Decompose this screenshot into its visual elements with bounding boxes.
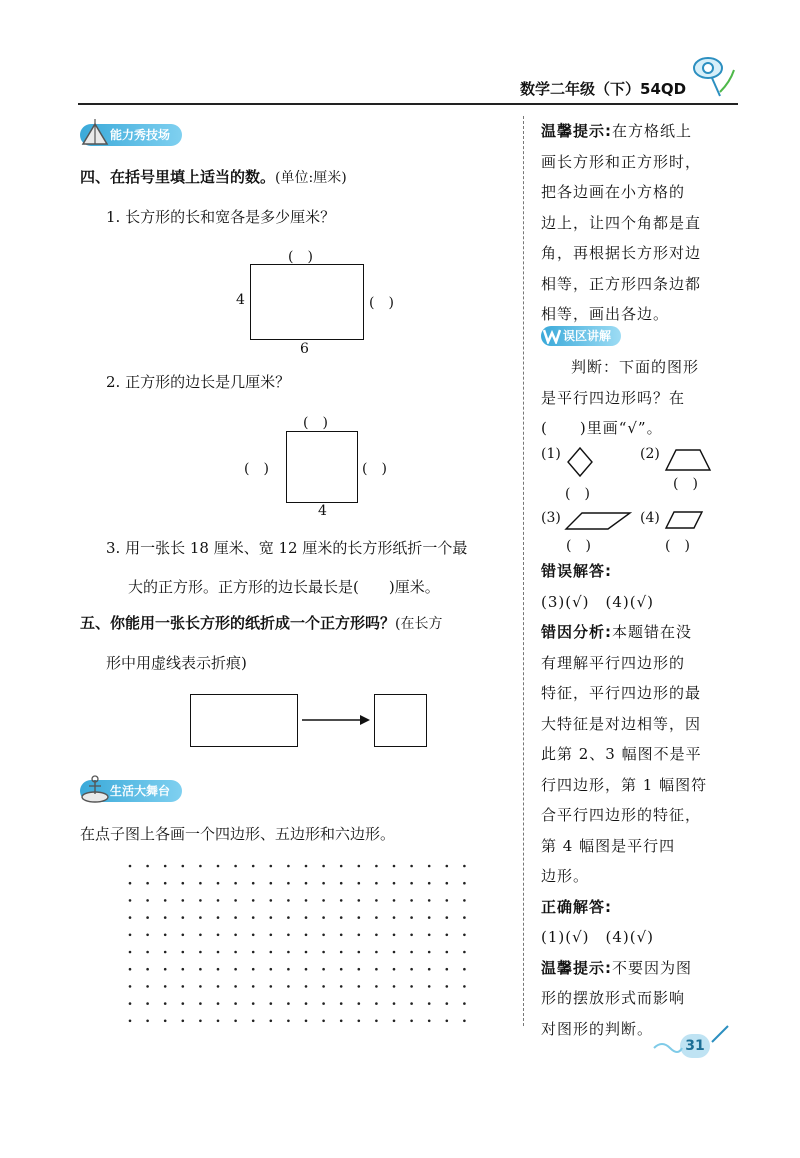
grid-dot — [199, 865, 202, 868]
grid-dot — [199, 1020, 202, 1023]
q4-title — [80, 166, 347, 189]
grid-dot — [322, 882, 325, 885]
grid-dot — [410, 1020, 413, 1023]
tip1-line: 在方格纸上 — [612, 122, 693, 140]
grid-dot — [164, 865, 167, 868]
tip2-label: 温馨提示: — [541, 958, 612, 977]
q4-unit: (单位:厘米) — [275, 170, 347, 186]
grid-dot — [410, 968, 413, 971]
tip1-line: 相等，画出各边。 — [541, 305, 670, 323]
grid-dot — [358, 899, 361, 902]
grid-dot — [234, 899, 237, 902]
wrong-answer: (3)(√) (4)(√) — [541, 592, 655, 611]
tip1-line: 画长方形和正方形时， — [541, 152, 702, 171]
reason-line: 边形。 — [541, 867, 590, 885]
arrow-right-icon — [300, 712, 372, 728]
grid-dot — [164, 985, 167, 988]
grid-dot — [182, 968, 185, 971]
banner-ability-label: 能力秀技场 — [110, 128, 171, 142]
header-title: 数学二年级（下）54QD — [520, 80, 687, 98]
fig1-blank: ( ) — [565, 486, 590, 502]
quadrilateral-shape — [564, 511, 632, 531]
grid-dot — [270, 968, 273, 971]
grid-dot — [358, 916, 361, 919]
fig3-label: (3) — [541, 510, 561, 526]
grid-dot — [164, 951, 167, 954]
tip1-label: 温馨提示: — [541, 122, 612, 140]
grid-dot — [146, 882, 149, 885]
grid-dot — [164, 899, 167, 902]
judge-line: 是平行四边形吗？在 — [541, 388, 686, 407]
column-divider — [523, 116, 524, 1026]
square-right-blank: ( ) — [362, 461, 387, 477]
grid-dot — [252, 1002, 255, 1005]
right-answer: (1)(√) (4)(√) — [541, 928, 655, 946]
grid-dot — [199, 916, 202, 919]
grid-dot — [393, 968, 396, 971]
grid-dot — [287, 865, 290, 868]
grid-dot — [358, 1020, 361, 1023]
q4-part2: 2. 正方形的边长是几厘米？ — [106, 373, 291, 391]
pencil-decoration-icon — [708, 1022, 732, 1046]
header-rule — [78, 103, 738, 105]
square-bottom-label: 4 — [318, 503, 327, 519]
grid-dot — [463, 1020, 466, 1023]
grid-dot — [287, 985, 290, 988]
grid-dot — [463, 865, 466, 868]
grid-dot — [287, 951, 290, 954]
grid-dot — [428, 934, 431, 937]
grid-dot — [358, 1002, 361, 1005]
grid-dot — [199, 899, 202, 902]
grid-dot — [234, 882, 237, 885]
reason-line: 本题错在没 — [612, 623, 693, 641]
grid-dot — [182, 1020, 185, 1023]
grid-dot — [410, 1002, 413, 1005]
grid-dot — [446, 968, 449, 971]
grid-dot — [129, 1020, 132, 1023]
grid-dot — [446, 951, 449, 954]
grid-dot — [428, 899, 431, 902]
grid-dot — [287, 934, 290, 937]
grid-dot — [182, 951, 185, 954]
grid-dot — [428, 1020, 431, 1023]
banner-ability — [80, 124, 182, 146]
grid-dot — [393, 916, 396, 919]
error-zone-label: 误区讲解 — [563, 329, 612, 343]
grid-dot — [322, 985, 325, 988]
grid-dot — [358, 882, 361, 885]
grid-dot — [287, 882, 290, 885]
grid-dot — [164, 916, 167, 919]
grid-dot — [164, 882, 167, 885]
grid-dot — [410, 865, 413, 868]
folded-square — [374, 694, 427, 747]
grid-dot — [305, 1002, 308, 1005]
grid-dot — [375, 1020, 378, 1023]
grid-dot — [463, 916, 466, 919]
rect-top-blank: ( ) — [288, 249, 313, 265]
grid-dot — [410, 985, 413, 988]
reason-line: 有理解平行四边形的 — [541, 653, 686, 672]
reason-line: 行四边形，第 1 幅图符 — [541, 775, 708, 794]
grid-dot — [164, 1002, 167, 1005]
grid-dot — [164, 968, 167, 971]
grid-dot — [182, 916, 185, 919]
grid-dot — [322, 934, 325, 937]
grid-dot — [340, 934, 343, 937]
grid-dot — [340, 916, 343, 919]
grid-dot — [358, 951, 361, 954]
grid-dot — [428, 951, 431, 954]
grid-dot — [305, 865, 308, 868]
banner-life-label: 生活大舞台 — [110, 784, 171, 798]
tent-icon — [80, 118, 110, 148]
grid-dot — [305, 985, 308, 988]
grid-dot — [463, 882, 466, 885]
grid-dot — [322, 1002, 325, 1005]
grid-dot — [182, 985, 185, 988]
grid-dot — [217, 934, 220, 937]
tip1-line: 边上，让四个角都是直 — [541, 213, 702, 232]
grid-dot — [340, 1002, 343, 1005]
wrong-answer-block — [541, 556, 731, 1044]
q5-title-text: 五、你能用一张长方形的纸折成一个正方形吗？ — [80, 614, 396, 632]
grid-dot — [463, 968, 466, 971]
grid-dot — [375, 985, 378, 988]
grid-dot — [146, 865, 149, 868]
grid-dot — [446, 882, 449, 885]
grid-dot — [146, 951, 149, 954]
fig3-blank: ( ) — [566, 538, 591, 554]
grid-dot — [129, 985, 132, 988]
grid-dot — [340, 899, 343, 902]
trapezoid-shape — [664, 448, 712, 472]
grid-dot — [287, 899, 290, 902]
fig1-label: (1) — [541, 446, 561, 462]
grid-dot — [252, 985, 255, 988]
fig4-label: (4) — [640, 510, 660, 526]
grid-dot — [340, 968, 343, 971]
grid-dot — [410, 934, 413, 937]
grid-dot — [446, 934, 449, 937]
grid-dot — [217, 951, 220, 954]
grid-dot — [375, 882, 378, 885]
grid-dot — [182, 1002, 185, 1005]
grid-dot — [358, 985, 361, 988]
grid-dot — [410, 899, 413, 902]
grid-dot — [393, 1002, 396, 1005]
grid-dot — [217, 985, 220, 988]
grid-dot — [375, 916, 378, 919]
rect-left-label: 4 — [236, 292, 245, 308]
sidebar-tip1 — [541, 116, 731, 330]
grid-dot — [322, 865, 325, 868]
paper-rectangle — [190, 694, 298, 747]
grid-dot — [340, 865, 343, 868]
grid-dot — [305, 916, 308, 919]
grid-dot — [129, 934, 132, 937]
grid-dot — [410, 951, 413, 954]
grid-dot — [234, 1020, 237, 1023]
rect-bottom-label: 6 — [300, 341, 309, 357]
grid-dot — [199, 882, 202, 885]
judge-line: 判断：下面的图形 — [571, 358, 700, 376]
grid-dot — [234, 985, 237, 988]
grid-dot — [428, 968, 431, 971]
grid-dot — [358, 865, 361, 868]
grid-dot — [463, 899, 466, 902]
grid-dot — [182, 865, 185, 868]
grid-dot — [199, 968, 202, 971]
grid-dot — [164, 1020, 167, 1023]
grid-dot — [305, 1020, 308, 1023]
grid-dot — [428, 916, 431, 919]
w-logo-icon — [543, 328, 561, 344]
right-label: 正确解答: — [541, 897, 612, 916]
grid-dot — [428, 985, 431, 988]
parallelogram-shape — [664, 510, 704, 530]
judge-line: ( )里画“√”。 — [541, 419, 663, 437]
wave-decoration-icon — [652, 1038, 684, 1054]
grid-dot — [146, 916, 149, 919]
reason-line: 第 4 幅图是平行四 — [541, 836, 676, 855]
grid-dot — [129, 882, 132, 885]
grid-dot — [393, 865, 396, 868]
tip2-line: 不要因为图 — [612, 958, 693, 977]
grid-dot — [182, 899, 185, 902]
reason-line: 大特征是对边相等，因 — [541, 714, 702, 733]
grid-dot — [463, 985, 466, 988]
grid-dot — [234, 934, 237, 937]
grid-dot — [340, 985, 343, 988]
grid-dot — [410, 882, 413, 885]
grid-dot — [270, 934, 273, 937]
tip1-line: 把各边画在小方格的 — [541, 183, 686, 201]
grid-dot — [393, 1020, 396, 1023]
grid-dot — [393, 882, 396, 885]
q5-line1 — [80, 612, 442, 635]
grid-dot — [199, 1002, 202, 1005]
tip1-line: 相等，正方形四条边都 — [541, 274, 702, 293]
grid-dot — [217, 882, 220, 885]
grid-dot — [375, 1002, 378, 1005]
grid-dot — [234, 1002, 237, 1005]
reason-line: 此第 2、3 幅图不是平 — [541, 745, 702, 763]
grid-dot — [358, 968, 361, 971]
square-figure — [286, 431, 358, 503]
grid-dot — [252, 899, 255, 902]
tip2-line: 形的摆放形式而影响 — [541, 989, 686, 1007]
grid-dot — [358, 934, 361, 937]
grid-dot — [287, 916, 290, 919]
grid-dot — [146, 899, 149, 902]
q4-part1: 1. 长方形的长和宽各是多少厘米？ — [106, 208, 336, 226]
grid-dot — [270, 899, 273, 902]
reason-line: 合平行四边形的特征， — [541, 806, 702, 824]
grid-dot — [287, 1002, 290, 1005]
grid-dot — [446, 985, 449, 988]
wrong-label: 错误解答: — [541, 562, 612, 580]
grid-dot — [305, 882, 308, 885]
grid-dot — [393, 985, 396, 988]
grid-dot — [305, 899, 308, 902]
error-zone-banner — [541, 326, 621, 346]
square-top-blank: ( ) — [303, 415, 328, 431]
square-left-blank: ( ) — [244, 461, 269, 477]
grid-dot — [182, 934, 185, 937]
grid-dot — [446, 1002, 449, 1005]
fig4-blank: ( ) — [665, 538, 690, 554]
grid-dot — [129, 951, 132, 954]
grid-dot — [217, 899, 220, 902]
grid-dot — [270, 985, 273, 988]
grid-dot — [129, 865, 132, 868]
q5-line2: 形中用虚线表示折痕) — [106, 654, 247, 672]
grid-dot — [410, 916, 413, 919]
grid-dot — [375, 951, 378, 954]
life-instruction: 在点子图上各画一个四边形、五边形和六边形。 — [80, 825, 396, 843]
reason-line: 特征，平行四边形的最 — [541, 684, 702, 702]
grid-dot — [340, 951, 343, 954]
grid-dot — [217, 1020, 220, 1023]
tip1-line: 角，再根据长方形对边 — [541, 244, 702, 262]
q4-part3-line1: 3. 用一张长 18 厘米、宽 12 厘米的长方形纸折一个最 — [106, 539, 468, 557]
grid-dot — [217, 968, 220, 971]
q4-title-text: 四、在括号里填上适当的数。 — [80, 168, 276, 186]
grid-dot — [252, 1020, 255, 1023]
grid-dot — [146, 968, 149, 971]
grid-dot — [217, 865, 220, 868]
grid-dot — [217, 1002, 220, 1005]
grid-dot — [393, 899, 396, 902]
grid-dot — [270, 951, 273, 954]
grid-dot — [146, 1002, 149, 1005]
grid-dot — [270, 1020, 273, 1023]
rect-right-blank: ( ) — [369, 295, 394, 311]
grid-dot — [252, 916, 255, 919]
grid-dot — [270, 865, 273, 868]
grid-dot — [463, 1002, 466, 1005]
grid-dot — [287, 1020, 290, 1023]
grid-dot — [375, 934, 378, 937]
grid-dot — [252, 934, 255, 937]
grid-dot — [428, 1002, 431, 1005]
grid-dot — [463, 934, 466, 937]
rhombus-shape — [565, 446, 595, 478]
grid-dot — [340, 882, 343, 885]
grid-dot — [446, 1020, 449, 1023]
grid-dot — [234, 968, 237, 971]
grid-dot — [217, 916, 220, 919]
grid-dot — [252, 951, 255, 954]
tip2-line: 对图形的判断。 — [541, 1019, 654, 1038]
grid-dot — [129, 899, 132, 902]
grid-dot — [322, 1020, 325, 1023]
grid-dot — [375, 865, 378, 868]
grid-dot — [234, 916, 237, 919]
grid-dot — [322, 968, 325, 971]
q4-part3-line2: 大的正方形。正方形的边长最长是( )厘米。 — [128, 578, 440, 596]
grid-dot — [199, 985, 202, 988]
grid-dot — [305, 951, 308, 954]
grid-dot — [146, 1020, 149, 1023]
grid-dot — [375, 968, 378, 971]
dot-grid[interactable] — [124, 860, 469, 1030]
banner-life — [80, 780, 182, 802]
grid-dot — [305, 968, 308, 971]
telescope-decoration-icon — [690, 52, 740, 102]
grid-dot — [446, 916, 449, 919]
grid-dot — [146, 934, 149, 937]
stage-icon — [80, 774, 110, 804]
grid-dot — [270, 916, 273, 919]
page-number: 31 — [680, 1034, 710, 1058]
grid-dot — [375, 899, 378, 902]
grid-dot — [270, 882, 273, 885]
grid-dot — [146, 985, 149, 988]
grid-dot — [234, 865, 237, 868]
grid-dot — [182, 882, 185, 885]
grid-dot — [129, 968, 132, 971]
grid-dot — [322, 951, 325, 954]
grid-dot — [252, 968, 255, 971]
grid-dot — [234, 951, 237, 954]
grid-dot — [463, 951, 466, 954]
grid-dot — [428, 882, 431, 885]
fig2-blank: ( ) — [673, 476, 698, 492]
grid-dot — [199, 951, 202, 954]
grid-dot — [340, 1020, 343, 1023]
q5-note: (在长方 — [395, 616, 443, 632]
grid-dot — [322, 916, 325, 919]
grid-dot — [164, 934, 167, 937]
grid-dot — [322, 899, 325, 902]
grid-dot — [446, 899, 449, 902]
fig2-label: (2) — [640, 446, 660, 462]
grid-dot — [305, 934, 308, 937]
judge-question — [541, 352, 731, 444]
reason-label: 错因分析: — [541, 623, 612, 641]
grid-dot — [393, 951, 396, 954]
grid-dot — [129, 916, 132, 919]
grid-dot — [199, 934, 202, 937]
grid-dot — [428, 865, 431, 868]
rectangle-figure — [250, 264, 364, 340]
grid-dot — [393, 934, 396, 937]
grid-dot — [252, 882, 255, 885]
grid-dot — [252, 865, 255, 868]
grid-dot — [129, 1002, 132, 1005]
grid-dot — [270, 1002, 273, 1005]
grid-dot — [287, 968, 290, 971]
grid-dot — [446, 865, 449, 868]
